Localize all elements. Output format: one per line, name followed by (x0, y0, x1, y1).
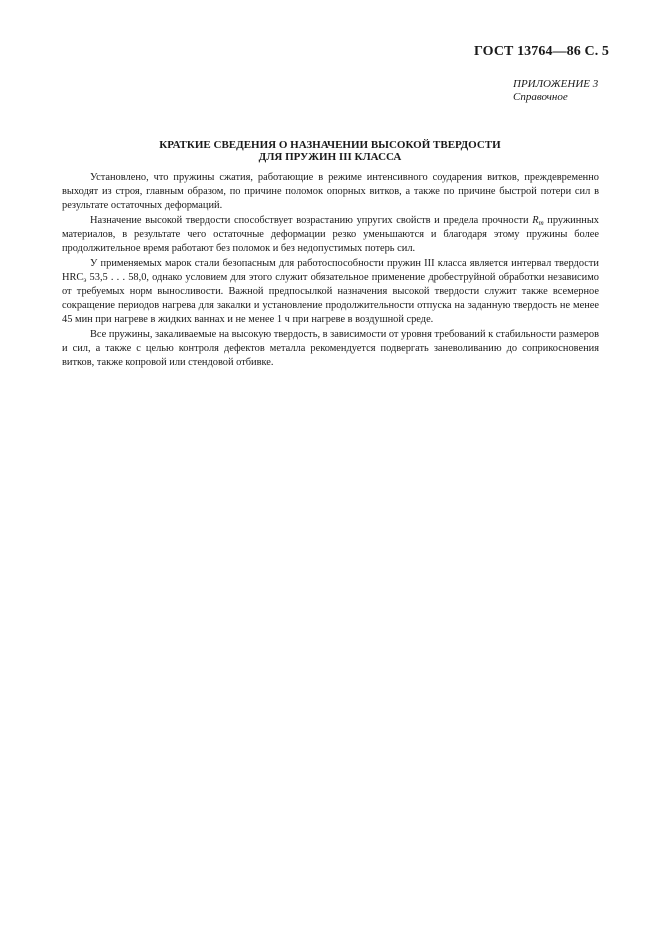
section-title (60, 139, 600, 163)
appendix-type: Справочное (513, 91, 568, 103)
strength-subscript: m (538, 218, 544, 227)
page-header: ГОСТ 13764—86 С. 5 (474, 44, 609, 59)
strength-symbol: R (532, 214, 539, 226)
paragraph-2-text-start: Назначение высокой твердости способствует возрастанию упругих свойств и предела прочности (90, 214, 533, 226)
title-line-2: ДЛЯ ПРУЖИН III КЛАССА (258, 151, 402, 163)
paragraph-1: Установлено, что пружины сжатия, работающие в режиме интенсивного соударения витков, преждевременно выходят из строя, главным образом, по причине поломок опорных витков, а также по причине быстрой потери сил в результате остаточных деформаций. (62, 172, 599, 212)
appendix-label: ПРИЛОЖЕНИЕ 3 (513, 78, 599, 90)
paragraph-2 (62, 214, 599, 256)
paragraph-3 (62, 257, 599, 327)
paragraph-2-text-end: пружинных материалов, в результате чего остаточные деформации резко уменьшаются и благодаря этому пружины более продолжительное время работают без поломок и без недопустимых потерь сил. (62, 214, 599, 254)
hardness-subscript: э (83, 275, 87, 284)
paragraph-4: Все пружины, закаливаемые на высокую твердость, в зависимости от уровня требований к стабильности размеров и сил, а также с целью контроля дефектов металла рекомендуется подвергать заневоливанию до соприкосновения витков, также копровой или стендовой отбивке. (62, 328, 599, 368)
appendix-block (513, 78, 598, 104)
body-text (62, 171, 599, 370)
title-line-1: КРАТКИЕ СВЕДЕНИЯ О НАЗНАЧЕНИИ ВЫСОКОЙ ТВЕРДОСТИ (159, 139, 501, 151)
paragraph-3-text-start: У применяемых марок стали безопасным для работоспособности пружин III класса является интервал твердости HRC (62, 257, 599, 283)
paragraph-3-text-end: 53,5 . . . 58,0, однако условием для этого служит обязательное применение дробеструйной обработки независимо от требуемых норм выносливости. Важной предпосылкой назначения высокой твердости служит также всемерное сокращение периодов нагрева для закалки и установление продолжительности отпуска на заданную твердость не менее 45 мин при нагреве в жидких ваннах и не менее 1 ч при нагреве в воздушной среде. (62, 271, 599, 325)
